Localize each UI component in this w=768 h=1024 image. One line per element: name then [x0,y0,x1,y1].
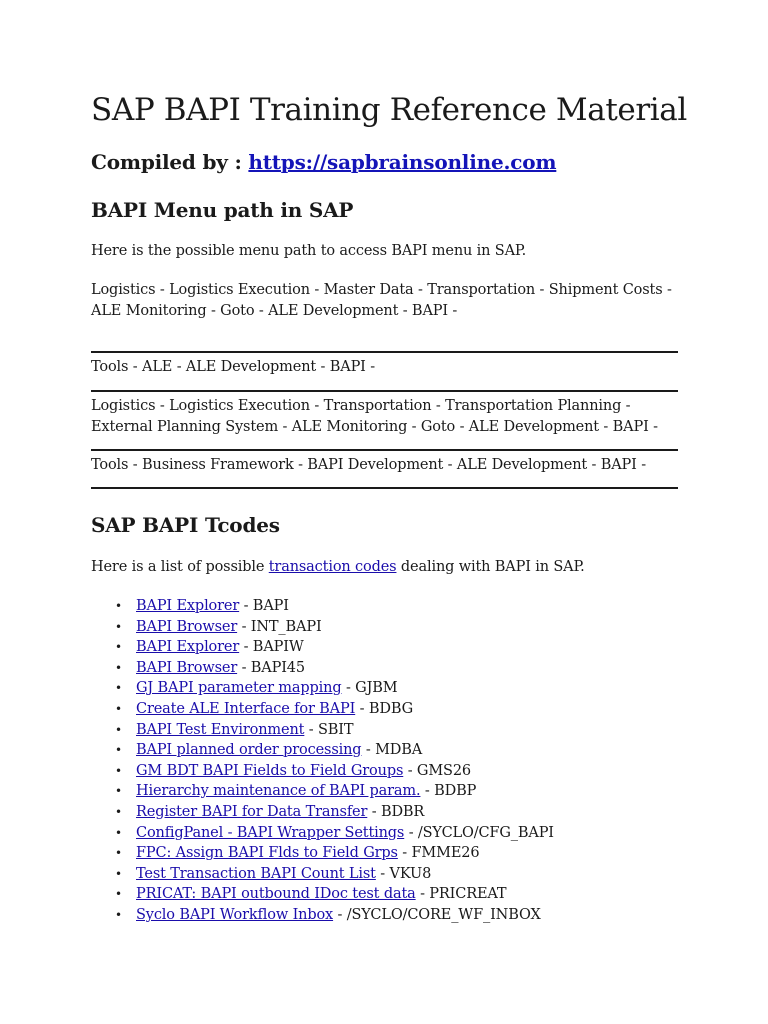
tcodes-intro-before: Here is a list of possible [91,559,269,575]
list-item [91,637,554,658]
transaction-codes-link[interactable]: transaction codes [268,559,397,575]
tcodes-intro [91,557,681,578]
tcode-value: - SBIT [304,721,354,738]
tcode-list [91,596,554,926]
tcode-value: - INT_BAPI [237,618,322,635]
divider-2 [91,390,678,392]
list-item [91,823,554,844]
tcode-value: - BAPI [239,598,289,614]
list-item [91,658,554,679]
list-item [91,699,554,720]
tcode-link[interactable]: Register BAPI for Data Transfer [136,803,368,820]
tcode-link[interactable]: BAPI Explorer [136,598,240,614]
menu-path-4: Tools - Business Framework - BAPI Development - ALE Development - BAPI - [91,457,646,473]
list-item [91,781,554,802]
bullet-icon: • [115,722,122,737]
tcode-value: - GJBM [341,680,398,697]
divider-1 [91,351,678,353]
bullet-icon: • [115,599,122,613]
tcode-value: - GMS26 [403,762,471,779]
list-item [91,884,554,905]
tcode-value: - PRICREAT [415,886,507,903]
list-item [91,596,554,617]
divider-3 [91,449,678,451]
document-title: SAP BAPI Training Reference Material [91,92,687,128]
tcode-link[interactable]: Hierarchy maintenance of BAPI param. [136,783,421,800]
bullet-icon: • [115,907,122,922]
tcode-link[interactable]: GJ BAPI parameter mapping [136,680,342,697]
tcode-value: - VKU8 [375,865,432,882]
tcode-value: - FMME26 [397,845,480,862]
list-item [91,617,554,638]
list-item [91,678,554,699]
tcode-value: - BAPI45 [237,659,305,676]
tcode-link[interactable]: BAPI planned order processing [136,742,362,759]
tcode-link[interactable]: BAPI Explorer [136,639,240,656]
tcode-value: - BDBP [420,783,477,800]
bullet-icon: • [115,887,122,902]
bullet-icon: • [115,619,122,634]
list-item [91,761,554,782]
menu-path-2: Tools - ALE - ALE Development - BAPI - [91,359,375,375]
bullet-icon: • [115,701,122,716]
compiled-by-label: Compiled by : [91,150,249,174]
bullet-icon: • [115,681,122,696]
bullet-icon: • [115,825,122,840]
bullet-icon: • [115,743,122,758]
tcode-link[interactable]: Test Transaction BAPI Count List [136,865,376,882]
tcode-link[interactable]: BAPI Test Environment [136,721,305,738]
tcode-link[interactable]: FPC: Assign BAPI Flds to Field Grps [136,845,398,862]
bullet-icon: • [115,866,122,881]
menu-path-intro: Here is the possible menu path to access BAPI menu in SAP. [91,243,527,259]
compiled-by-line [91,150,556,174]
bullet-icon: • [115,640,122,655]
tcode-link[interactable]: Create ALE Interface for BAPI [136,700,356,717]
tcodes-intro-after: dealing with BAPI in SAP. [396,559,585,575]
tcode-value: - BAPIW [239,639,304,656]
tcode-link[interactable]: PRICAT: BAPI outbound IDoc test data [136,886,416,903]
bullet-icon: • [115,763,122,778]
tcode-value: - /SYCLO/CFG_BAPI [404,824,554,841]
tcode-link[interactable]: Syclo BAPI Workflow Inbox [136,906,334,923]
bullet-icon: • [115,660,122,675]
tcode-value: - /SYCLO/CORE_WF_INBOX [333,906,541,923]
tcode-value: - BDBG [355,700,414,717]
list-item [91,905,554,926]
list-item [91,802,554,823]
bullet-icon: • [115,784,122,799]
tcode-link[interactable]: BAPI Browser [136,618,238,635]
menu-path-heading: BAPI Menu path in SAP [91,198,354,222]
tcode-value: - BDBR [367,803,425,820]
tcodes-heading: SAP BAPI Tcodes [91,513,280,537]
list-item [91,843,554,864]
list-item [91,720,554,741]
list-item [91,740,554,761]
tcode-value: - MDBA [361,742,423,759]
divider-4 [91,487,678,489]
tcode-link[interactable]: BAPI Browser [136,659,238,676]
menu-path-1: Logistics - Logistics Execution - Master Data - Transportation - Shipment Costs - ALE Monitoring - Goto - ALE Development - BAPI - [91,282,672,319]
list-item [91,864,554,885]
bullet-icon: • [115,804,122,819]
tcode-link[interactable]: ConfigPanel - BAPI Wrapper Settings [136,824,405,841]
menu-path-3: Logistics - Logistics Execution - Transportation - Transportation Planning - External Planning System - ALE Monitoring - Goto - ALE Development - BAPI - [91,398,658,435]
bullet-icon: • [115,846,122,861]
tcode-link[interactable]: GM BDT BAPI Fields to Field Groups [136,762,404,779]
compiled-by-link[interactable]: https://sapbrainsonline.com [248,150,557,174]
